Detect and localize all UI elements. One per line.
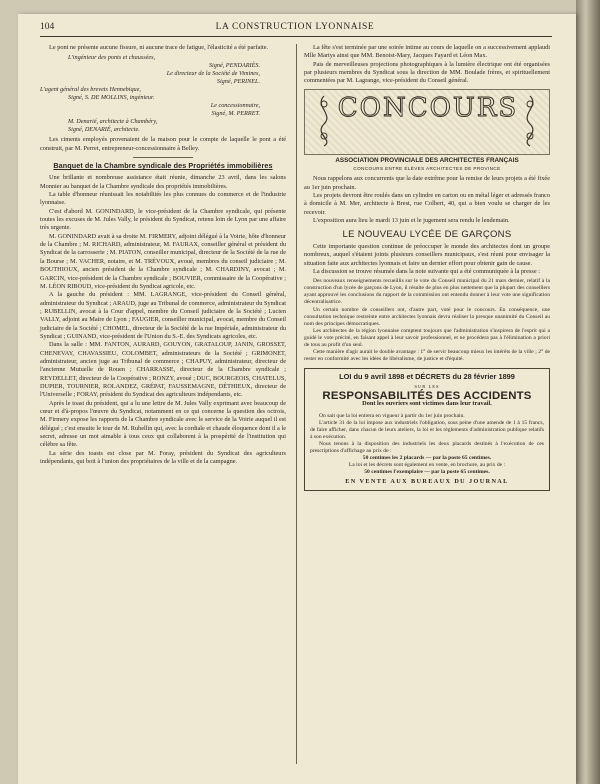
cement-paragraph: Les ciments employés provenaient de la maison pour le compte de laquelle le pont a été construit, par M. Perret, entrepreneur-concessionnaire à Belley.: [40, 136, 286, 152]
responsabilites-subtitle: Dont les ouvriers sont victimes dans leur travail.: [362, 400, 492, 408]
price-line: 50 centimes l'exemplaire — par la poste 65 centimes.: [364, 469, 490, 476]
lycee-paragraph: La discussion se trouve résumée dans la note suivante qui a été communiquée à la presse :: [313, 267, 540, 275]
banquet-heading: Banquet de la Chambre syndicale des Propriétés immobilières: [53, 161, 273, 171]
ornament-right-icon: [515, 94, 545, 148]
intro-paragraph: Le pont ne présente aucune fissure, ni aucune trace de fatigue, l'élasticité a été parfaite.: [49, 44, 269, 51]
sur-les-label: SUR LES: [414, 383, 440, 389]
price-line: La loi et les décrets sont également en vente, en brochure, au prix de :: [348, 462, 506, 469]
signature-line: L'agent général des brevets Hennebique,: [40, 86, 141, 94]
projections-paragraph: Pais de merveilleuses projections photographiques à la lumière électrique ont été organisées par plusieurs membres du Syndicat sous la direction de MM. Boulade frères, et spirituellement commentées par M. Lagrange, vice-président du Conseil général.: [304, 60, 550, 85]
banquet-paragraph: Une brillante et nombreuse assistance était réunie, dimanche 23 avril, dans les salons Monnier au banquet de la Chambre syndicale des propriétés immobilières.: [40, 174, 286, 190]
header-rule: [40, 36, 552, 37]
signature-line: Signé, PERINEL.: [216, 78, 260, 86]
association-subtitle: CONCOURS ENTRE ÉLÈVES ARCHITECTES DE PROVINCE: [353, 166, 501, 172]
loi-paragraph: On sait que la loi entrera en vigueur à partir du 1er juin prochain.: [319, 412, 465, 419]
responsabilites-title: RESPONSABILITÉS DES ACCIDENTS: [322, 390, 532, 402]
signature-line: Signé, PENDARIÈS.: [208, 62, 260, 70]
signature-line: L'ingénieur des ponts et chaussées,: [68, 54, 156, 62]
association-title: ASSOCIATION PROVINCIALE DES ARCHITECTES FRANÇAIS: [335, 156, 519, 164]
banquet-paragraph: Après le toast du président, qui a lu une lettre de M. Jules Vally exprimant avec beaucoup de cœur et d'à-propos l'œuvre du Syndicat, notamment en ce qui concerne la question des octrois, M. Firmery expose les rapports de la Chambre syndicale avec le service de la Voirie auquel il est délégué ; c'est ensuite le tour de M. Rubellin qui, avec la cordiale et chaude éloquence dont il a le secret, adresse un mot aimable à tous ceux qui collaborent à la prospérité de l'institution qui célèbre sa fête.: [40, 399, 286, 449]
left-column: [40, 44, 286, 466]
concours-paragraph: L'exposition aura lieu le mardi 13 juin et le jugement sera rendu le lendemain.: [313, 217, 510, 225]
signature-line: Signé, DENARIÉ, architecte.: [68, 126, 140, 134]
concours-paragraph: Les projets devront être roulés dans un cylindre en carton ou en métal léger et adressés franco à domicile à M. Mer, architecte à Brest, rue Colbert, 40, qui a bien voulu se charger de les recevoir.: [304, 192, 550, 216]
lycee-heading: LE NOUVEAU LYCÉE DE GARÇONS: [342, 229, 512, 241]
right-column: [304, 44, 550, 491]
signature-line: Signé, S. DE MOLLINS, ingénieur.: [68, 94, 155, 102]
column-divider: [296, 44, 297, 764]
note-paragraph: Les architectes de la région lyonnaise comptent toujours que l'administration s'inspirera de l'esprit qui a guidé le vote précité, en faisant appel à leur savoir professionnel, et ne procédera pas à l'élimination a priori de tous au profit d'un seul.: [304, 327, 550, 349]
loi-title: LOI du 9 avril 1898 et DÉCRETS du 28 février 1899: [339, 372, 515, 382]
note-paragraph: Des nouveaux renseignements recueillis sur le vote du Conseil municipal du 21 mars dernier, relatif à la construction d'un lycée de garçons de Lyon, il résulte de plus en plus nettement que la plupart des conseillers ayant approuvé les conclusions du rapport de la commission ont entendu donner à leur vote une signification décentralisatrice.: [304, 278, 550, 306]
section-separator: [133, 157, 193, 158]
concours-banner: [304, 89, 550, 155]
soiree-paragraph: La fête s'est terminée par une soirée intime au cours de laquelle on a successivement applaudi Mlle Martys ainsi que MM. Benoist-Mary, Jacques Fayard et Léon Max.: [304, 44, 550, 60]
ornament-left-icon: [309, 94, 339, 148]
banquet-paragraph: A la gauche du président : MM. LAGRANGE, vice-président du Conseil général, administrateur du Syndicat ; ARAUD, juge au Tribunal de commerce, administrateur du Syndicat ; RUBELLIN, avocat à la Cour d'appel, membre du Conseil judiciaire de la Société ; Lucien VALLY, adjoint au Maire de Lyon ; FAUGIER, conseiller municipal, avocat, membre du Conseil judiciaire de la Société ; CHOMEL, directeur de la Société de la rue Impériale, administrateur du Syndicat ; GUINAND, vice-président de l'Union du S.-E. des Syndicats agricoles, etc.: [40, 291, 286, 340]
running-header: [40, 22, 550, 36]
note-paragraph: Un certain nombre de conseillers ont, d'autre part, voté pour le concours. En conséquence, une consultation technique restreinte entre architectes lyonnais devra réaliser la presque unanimité du Conseil au nom des principes démocratiques.: [304, 306, 550, 327]
loi-advertisement: [304, 368, 550, 491]
banquet-paragraph: C'est d'abord M. GONINDARD, le vice-président de la Chambre syndicale, qui présente toutes les excuses de M. Jules Vally, le président du Syndicat, retenu loin de Lyon par une affaire très urgente.: [40, 207, 286, 232]
banquet-paragraph: La série des toasts est close par M. Foray, président du Syndicat des agriculteurs indépendants, qui boit à l'union des propriétaires de la ville et de la campagne.: [40, 449, 286, 466]
banquet-paragraph: Dans la salle : MM. FANTON, AURARD, GOUYON, GRATALOUP, JANIN, GROSSET, CHENEVAY, CHAVASSIEU, COLOMBET, administrateurs de la Société ; GRIMONET, administrateur, ancien juge au Tribunal de commerce ; CHAPUY, administrateur, directeur de l'ancienne Mutuelle de Rouen ; CHARRASSE, directeur de la Chambre syndicale ; REYDELLET, directeur de la Coopérative ; RONZY, avoué ; DUC, BOURGEOIS, CHATELUS, DUPIER, TOURNIER, ROLANDEZ, GRÉPAT, FAUSSEMAGNE, DÉTHIEUX, directeur de l'Universelle ; FORAY, président du Syndicat des agriculteurs indépendants, etc.: [40, 341, 286, 399]
banquet-paragraph: M. GONINDARD avait à sa droite M. FIRMERY, adjoint délégué à la Voirie, hôte d'honneur de la Chambre ; M. RICHARD, administrateur, M. FAURAX, conseiller général et président du Syndicat de la carrosserie ; M. PIATON, conseiller municipal, directeur de la Société de la rue de la Bourse ; M. VACHER, notaire, et M. TRÉVOUX, avoué, membres du conseil judiciaire ; M. BOUTHIOUX, ancien président de la Chambre syndicale ; M. CHARDINY, avocat ; M. GARCIN, vice-président de la Chambre syndicale ; BOUVIER, commissaire de la Coopérative ; M. LÉON RIBOUD, vice-président du Syndicat agricole, etc.: [40, 232, 286, 290]
page-number: 104: [40, 22, 55, 32]
book-spine: [576, 0, 600, 784]
lycee-paragraph: Cette importante question continue de préoccuper le monde des architectes dont un groupe nombreux, auquel s'étaient joints plusieurs conseillers municipaux, s'est réuni pour envisager la situation faite aux architectes lyonnais et faire un dernier effort pour obtenir gain de cause.: [304, 242, 550, 267]
lycee-note: [304, 278, 550, 363]
vente-line: EN VENTE AUX BUREAUX DU JOURNAL: [345, 477, 509, 485]
signature-line: Signé, M. PERRET.: [211, 110, 260, 118]
signature-line: M. Denarié, architecte à Chambéry,: [68, 118, 158, 126]
signature-line: Le concessionnaire,: [210, 102, 260, 110]
signatures-block: [40, 54, 286, 134]
signature-line: Le directeur de la Société de Vimines,: [166, 70, 260, 78]
loi-paragraph: L'article 31 de la loi impose aux industriels l'obligation, sous peine d'une amende de 1 à 15 francs, de faire afficher, dans chacun de leurs ateliers, la loi et les règlements d'administration publique relatifs à son exécution.: [310, 419, 544, 440]
loi-paragraph: Nous tenons à la disposition des industriels les deux placards destinés à l'exécution de ces prescriptions d'affichage au prix de :: [310, 441, 544, 455]
concours-paragraph: Nous rappelons aux concurrents que la date extrême pour la remise de leurs projets a été fixée au 1er juin prochain.: [304, 175, 550, 191]
journal-title: LA CONSTRUCTION LYONNAISE: [215, 22, 375, 32]
banquet-paragraph: La table d'honneur réunissait les notabilités les plus connues du commerce et de l'industrie lyonnaise.: [40, 191, 286, 207]
concours-title: CONCOURS: [337, 92, 519, 123]
price-line: 50 centimes les 2 placards — par la poste 65 centimes.: [362, 455, 492, 462]
page-sheet: [18, 14, 576, 784]
note-paragraph: Cette manière d'agir aurait le double avantage : 1° de servir beaucoup mieux les intérêts de la ville ; 2° de rester en conformité avec les idées de libéralisme, de justice et d'équité.: [304, 349, 550, 363]
